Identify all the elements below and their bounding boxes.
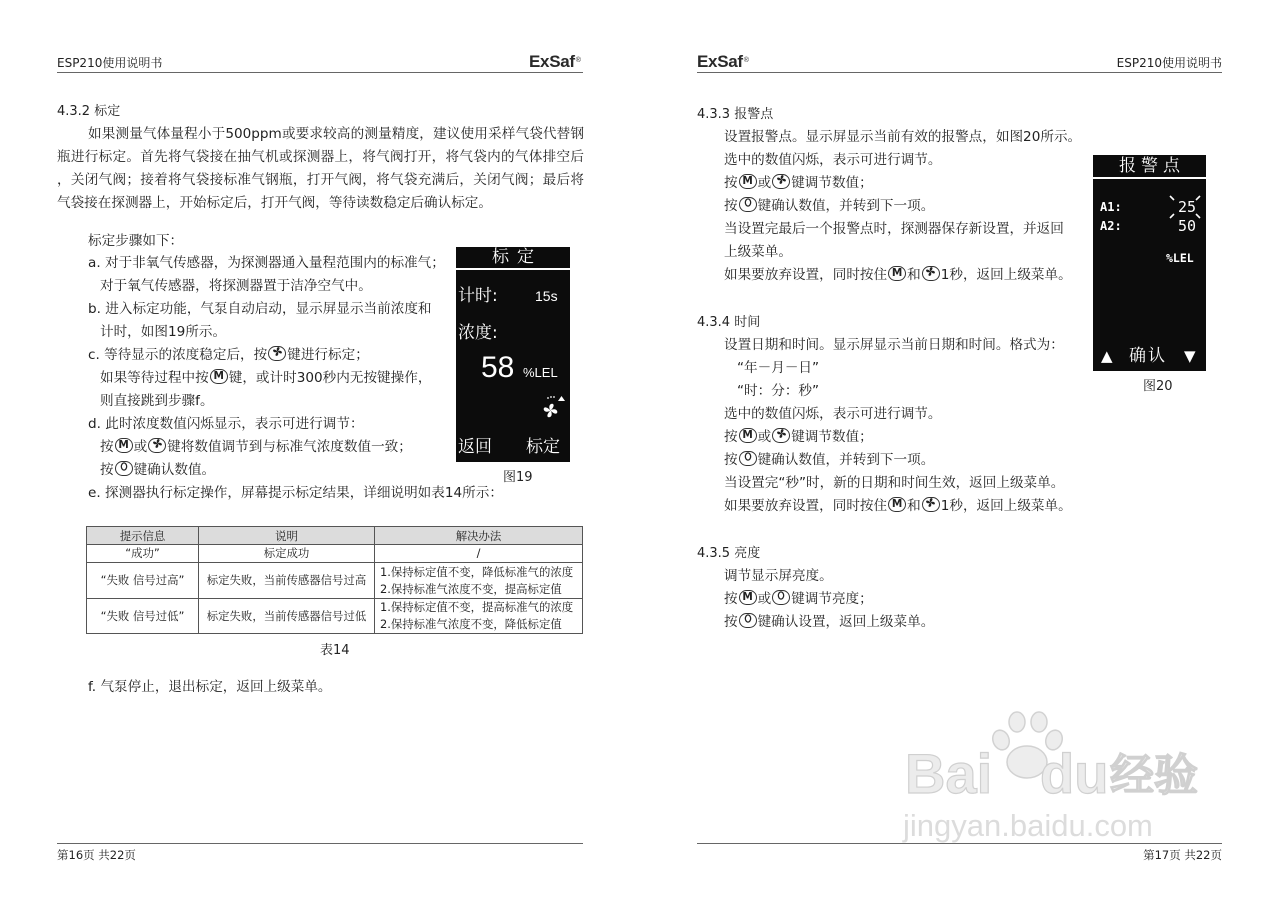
m-key-icon [115, 438, 133, 453]
step-text: 键，或计时300秒内无按键操作， [228, 369, 432, 386]
registered-mark: ® [743, 57, 749, 64]
time-text [724, 334, 1094, 518]
body-text: 键调节数值； [791, 428, 873, 445]
table-cell-desc: 标定成功 [199, 545, 375, 563]
o-key-icon [739, 613, 757, 628]
m-key-icon [888, 497, 906, 512]
table-header: 提示信息 [87, 527, 199, 545]
m-key-icon [739, 428, 757, 443]
step-line: a. 对于非氧气传感器，为探测器通入量程范围内的标准气； [88, 254, 445, 271]
table-header: 解决办法 [375, 527, 583, 545]
page-number: 第17页 共22页 [1143, 848, 1222, 862]
table-cell-info: “失败 信号过高” [87, 563, 199, 599]
table-cell-desc: 标定失败，当前传感器信号过高 [199, 563, 375, 599]
paragraph-line: 如果测量气体量程小于500ppm或要求较高的测量精度，建议使用采样气袋代替钢 [88, 125, 584, 142]
body-text: 按 [724, 451, 738, 468]
table-row [87, 563, 583, 599]
body-line: 调节显示屏亮度。 [724, 567, 833, 584]
body-line: 选中的数值闪烁，表示可进行调节。 [724, 151, 942, 168]
body-line: 设置日期和时间。显示屏显示当前日期和时间。格式为： [724, 336, 1064, 353]
body-line [724, 495, 1094, 518]
fan-key-icon [922, 266, 940, 281]
body-text: 1秒，返回上级菜单。 [940, 497, 1072, 514]
body-line [724, 449, 1094, 472]
watermark-brand-a: Bai [905, 742, 993, 805]
figure-19-caption: 图19 [503, 470, 533, 485]
up-arrow-icon: ▲ [1101, 347, 1113, 365]
concentration-value: 58 [481, 351, 515, 384]
section-title-alarm: 4.3.3 报警点 [697, 106, 774, 122]
body-line: 选中的数值闪烁，表示可进行调节。 [724, 405, 942, 422]
header-title: ESP210使用说明书 [1116, 56, 1222, 70]
alarm-text [724, 126, 1084, 287]
softkey-back: 返回 [458, 437, 492, 457]
fix-line: 1.保持标定值不变，提高标准气的浓度 [380, 600, 574, 614]
down-arrow-icon: ▼ [1184, 347, 1196, 365]
body-line: 上级菜单。 [724, 243, 792, 260]
watermark-brand-cn: 经验 [1110, 750, 1198, 801]
section-title-time: 4.3.4 时间 [697, 314, 761, 330]
step-text: 按 [100, 438, 114, 455]
table-header-row [87, 527, 583, 545]
header-divider [697, 72, 1222, 73]
watermark-brand-b: du [1040, 742, 1109, 805]
header-title: ESP210使用说明书 [57, 56, 163, 70]
step-line [88, 459, 458, 482]
registered-mark: ® [575, 57, 581, 64]
step-line: 则直接跳到步骤f。 [100, 392, 214, 409]
step-text: 如果等待过程中按 [100, 369, 209, 386]
m-key-label: M [891, 497, 903, 510]
time-format: “时：分：秒” [737, 382, 820, 399]
alarm1-value: 25 [1178, 198, 1197, 216]
fan-key-icon [922, 497, 940, 512]
watermark-url: jingyan.baidu.com [903, 808, 1153, 843]
m-key-label: M [742, 428, 753, 441]
alarm1-label: A1: [1100, 200, 1122, 214]
lcd-title-underline [1093, 177, 1206, 179]
step-text: 或 [133, 438, 148, 455]
m-key-label: M [742, 590, 753, 603]
m-key-icon [739, 174, 757, 189]
o-key-icon [772, 590, 790, 605]
fan-key-icon [268, 346, 286, 361]
step-f-line: f. 气泵停止，退出标定，返回上级菜单。 [88, 678, 332, 695]
alarm2-label: A2: [1100, 219, 1122, 233]
body-line [724, 195, 1084, 218]
figure-20-caption: 图20 [1143, 379, 1173, 394]
calibration-result-table [86, 526, 583, 634]
brand-logo [529, 52, 581, 72]
step-line: b. 进入标定功能，气泵自动启动，显示屏显示当前浓度和 [88, 300, 432, 317]
steps-heading: 标定步骤如下： [88, 232, 184, 249]
fix-line: 2.保持标准气浓度不变，提高标定值 [380, 581, 562, 596]
table-row [87, 545, 583, 563]
footer-divider [57, 843, 583, 844]
lcd-title-underline [456, 268, 570, 270]
fan-key-icon [772, 428, 790, 443]
body-text: 键确认数值，并转到下一项。 [757, 451, 935, 468]
body-line [724, 264, 1084, 287]
page-number: 第16页 共22页 [57, 848, 136, 862]
figure-19-display [456, 247, 570, 462]
step-line: e. 探测器执行标定操作，屏幕提示标定结果，详细说明如表14所示： [88, 484, 503, 501]
fix-line: 2.保持标准气浓度不变，降低标定值 [380, 617, 562, 631]
fan-key-icon [148, 438, 166, 453]
body-line: 当设置完“秒”时，新的日期和时间生效，返回上级菜单。 [724, 474, 1065, 491]
paragraph-line: ，关闭气阀；接着将气袋接标准气钢瓶，打开气阀，将气袋充满后，关闭气阀；最后将 [57, 171, 584, 188]
step-line: d. 此时浓度数值闪烁显示，表示可进行调节： [88, 415, 364, 432]
step-text: 按 [100, 461, 114, 478]
figure-20-display [1093, 155, 1206, 371]
body-line: 当设置完最后一个报警点时，探测器保存新设置，并返回 [724, 220, 1064, 237]
body-text: 或 [757, 428, 772, 445]
m-key-label: M [118, 438, 129, 451]
m-key-icon [888, 266, 906, 281]
softkey-confirm: 确认 [1129, 346, 1167, 366]
alarm-unit: %LEL [1166, 251, 1194, 265]
timer-value: 15s [535, 288, 558, 304]
table-cell-info: “失败 信号过低” [87, 599, 199, 634]
step-text: 键进行标定； [287, 346, 369, 363]
paragraph-line: 气袋接在探测器上，开始标定后，打开气阀，等待读数稳定后确认标定。 [57, 194, 492, 211]
m-key-label: M [891, 266, 903, 279]
body-line [724, 611, 1094, 634]
body-text: 按 [724, 174, 738, 191]
logo-text: ExSaf [529, 52, 575, 71]
concentration-unit: %LEL [523, 365, 558, 380]
section-title-brightness: 4.3.5 亮度 [697, 545, 761, 561]
intro-paragraph [57, 123, 584, 215]
o-key-icon [115, 461, 133, 476]
o-key-icon [739, 451, 757, 466]
table-cell-desc: 标定失败，当前传感器信号过低 [199, 599, 375, 634]
date-format: “年－月－日” [737, 359, 820, 376]
body-line: 设置报警点。显示屏显示当前有效的报警点，如图20所示。 [724, 128, 1082, 145]
section-title: 4.3.2 标定 [57, 104, 121, 119]
step-line [88, 436, 458, 459]
alarm2-value: 50 [1178, 217, 1197, 235]
fan-key-icon [772, 174, 790, 189]
body-text: 和 [907, 266, 921, 283]
body-text: 如果要放弃设置，同时按住 [724, 266, 888, 283]
brightness-text [724, 565, 1094, 634]
table-cell-info: “成功” [87, 545, 199, 563]
body-text: 按 [724, 590, 738, 607]
body-text: 键调节数值； [791, 174, 873, 191]
softkey-calibrate: 标定 [526, 437, 560, 457]
body-text: 键调节亮度； [791, 590, 873, 607]
step-text: c. 等待显示的浓度稳定后，按 [88, 346, 268, 363]
step-line: 对于氧气传感器，将探测器置于洁净空气中。 [100, 277, 372, 294]
table-caption: 表14 [320, 643, 350, 658]
body-text: 或 [757, 174, 772, 191]
pump-fan-icon [538, 393, 566, 421]
m-key-icon [739, 590, 757, 605]
body-text: 和 [907, 497, 921, 514]
body-text: 按 [724, 197, 738, 214]
step-line: 计时，如图19所示。 [100, 323, 227, 340]
o-key-icon [739, 197, 757, 212]
m-key-label: M [213, 369, 224, 382]
body-text: 键确认数值，并转到下一项。 [757, 197, 935, 214]
paragraph-line: 瓶进行标定。首先将气袋接在抽气机或探测器上，将气阀打开，将气袋内的气体排空后 [57, 148, 584, 165]
m-key-label: M [742, 174, 753, 187]
body-line [724, 426, 1094, 449]
table-cell-fix [375, 599, 583, 634]
table-cell-fix: / [375, 545, 583, 563]
body-line [724, 588, 1094, 611]
step-text: 键确认数值。 [133, 461, 216, 478]
table-row [87, 599, 583, 634]
m-key-icon [210, 369, 228, 384]
lcd-title: 报警点 [1119, 156, 1185, 176]
body-text: 或 [757, 590, 772, 607]
body-line [724, 172, 1084, 195]
step-line [88, 344, 458, 367]
timer-label: 计时: [458, 286, 498, 306]
step-line [88, 367, 458, 390]
fix-line: 1.保持标定值不变，降低标准气的浓度 [380, 564, 574, 579]
header-divider [57, 72, 583, 73]
body-text: 键确认设置，返回上级菜单。 [757, 613, 935, 630]
step-text: 键将数值调节到与标准气浓度数值一致； [167, 438, 412, 455]
logo-text: ExSaf [697, 52, 743, 71]
brand-logo [697, 52, 749, 72]
table-header: 说明 [199, 527, 375, 545]
body-text: 1秒，返回上级菜单。 [940, 266, 1072, 283]
body-text: 按 [724, 428, 738, 445]
table-cell-fix [375, 563, 583, 599]
body-text: 按 [724, 613, 738, 630]
lcd-title: 标定 [492, 247, 542, 267]
body-text: 如果要放弃设置，同时按住 [724, 497, 888, 514]
concentration-label: 浓度: [458, 323, 498, 343]
